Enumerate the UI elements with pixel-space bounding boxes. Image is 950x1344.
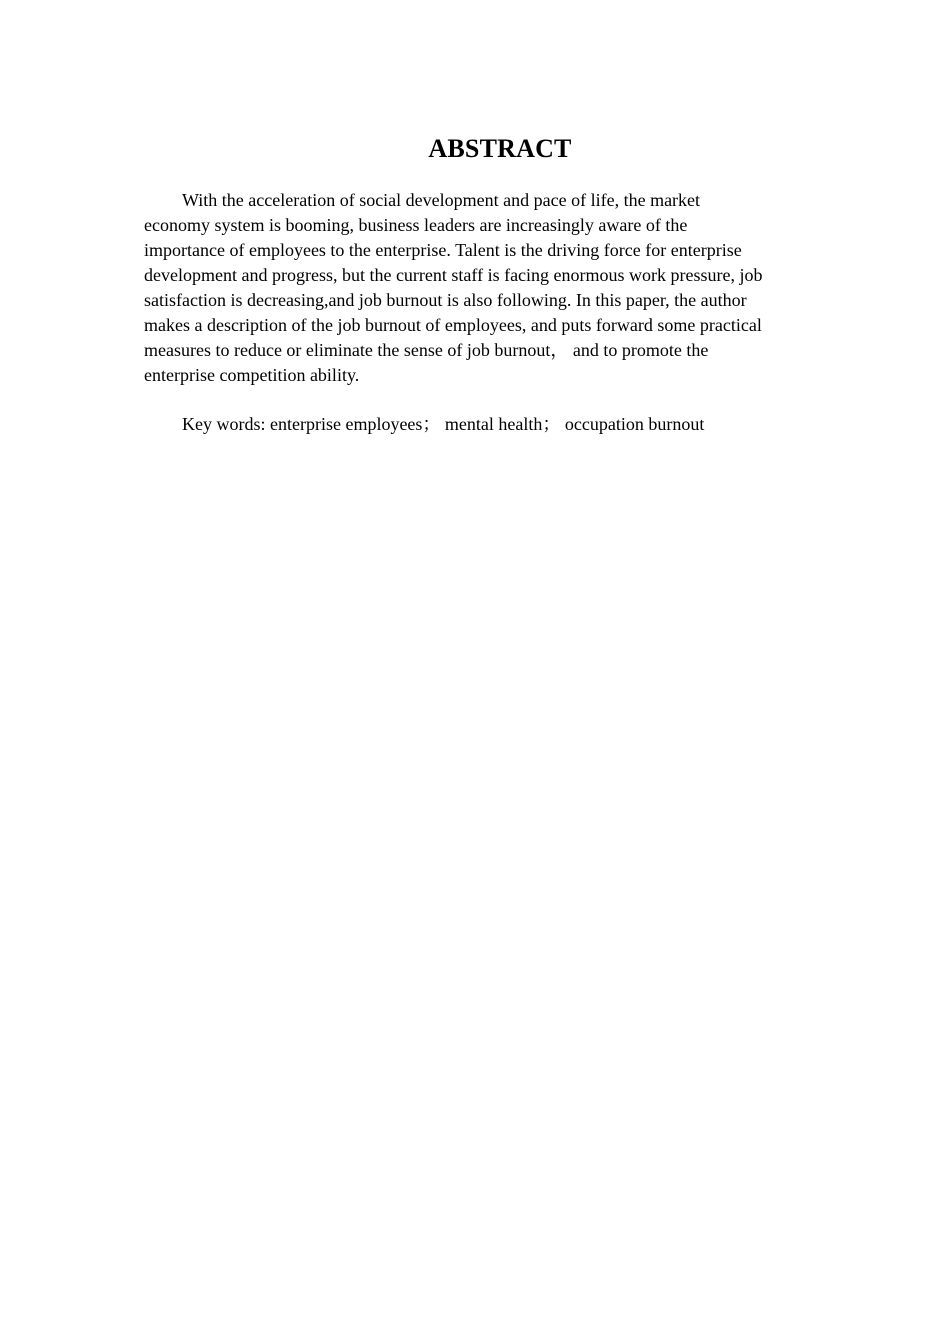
abstract-line: With the acceleration of social development and pace of life, the market: [182, 190, 701, 210]
abstract-line: enterprise competition ability.: [144, 365, 360, 385]
keywords-line: Key words: enterprise employees； mental health； occupation burnout: [182, 414, 705, 434]
abstract-paragraph: [144, 188, 806, 388]
abstract-line: measures to reduce or eliminate the sense of job burnout， and to promote the: [144, 340, 709, 360]
abstract-line: economy system is booming, business leaders are increasingly aware of the: [144, 215, 688, 235]
abstract-heading: ABSTRACT: [428, 134, 572, 163]
abstract-line: satisfaction is decreasing,and job burnout is also following. In this paper, the author: [144, 290, 747, 310]
abstract-line: importance of employees to the enterprise. Talent is the driving force for enterprise: [144, 240, 742, 260]
abstract-line: development and progress, but the current staff is facing enormous work pressure, job: [144, 265, 763, 285]
abstract-line: makes a description of the job burnout of employees, and puts forward some practical: [144, 315, 762, 335]
